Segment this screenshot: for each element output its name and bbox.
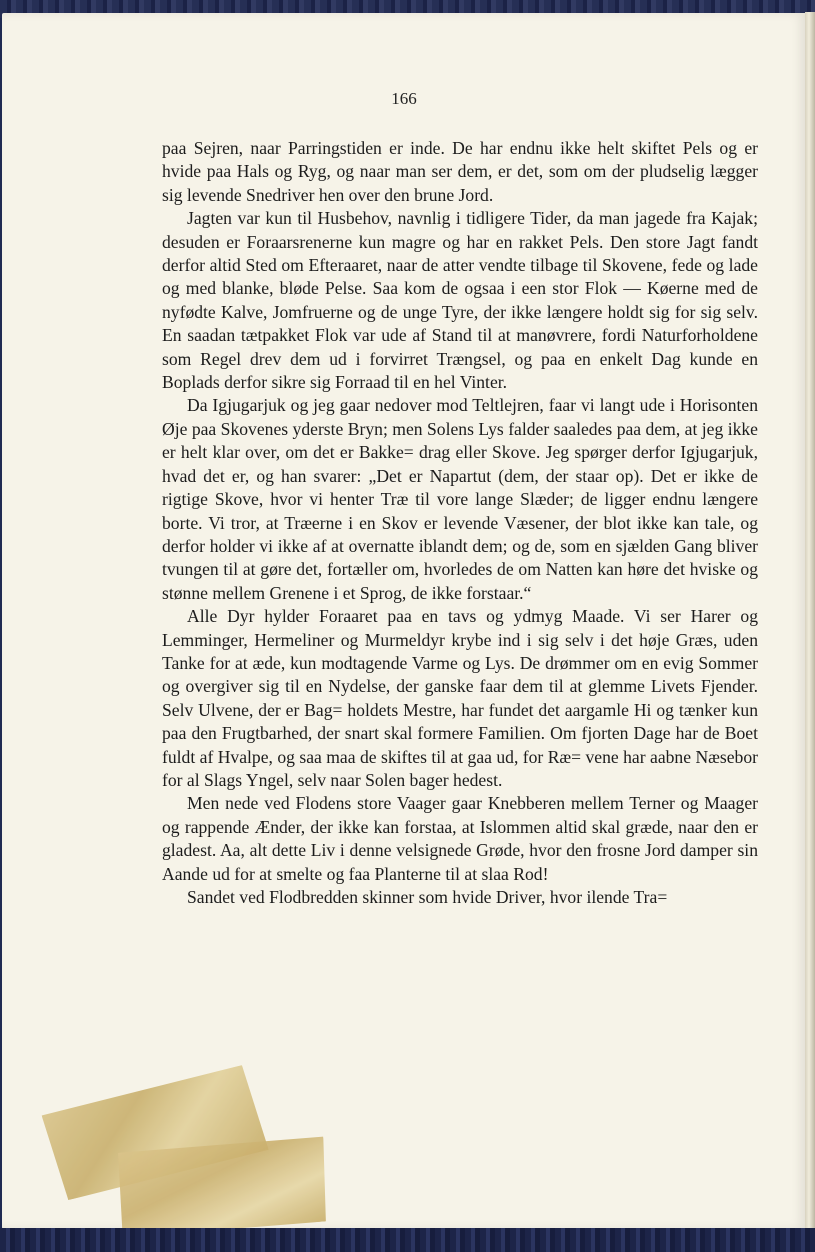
book-spine-bottom: [0, 1228, 815, 1252]
paragraph-sand: Sandet ved Flodbredden skinner som hvide Driver, hvor ilende Tra=: [187, 887, 668, 907]
paragraph-animals: Alle Dyr hylder Foraaret paa en tavs og ydmyg Maade. Vi ser Harer og Lemminger, Hermeliner og Murmeldyr krybe ind i sig selv i det høje Græs, uden Tanke for at æde, kun modtagende Varme og Lys. De drømmer om en evig Sommer og overgiver sig til en Nydelse, der ganske faar dem til at glemme Livets Fjender. Selv Ulvene, der er Bag= holdets Mestre, har fundet det aargamle Hi og tænker kun paa den Frugtbarhed, der snart skal formere Familien. Om fjorten Dage har de Boet fuldt af Hvalpe, og saa maa de skiftes til at gaa ud, for Ræ= vene har aabne Næsebor for al Slags Yngel, selv naar Solen bager hedest.: [162, 606, 758, 790]
body-text: [162, 137, 758, 909]
paragraph-forests: Da Igjugarjuk og jeg gaar nedover mod Teltlejren, faar vi langt ude i Horisonten Øje paa Skovenes yderste Bryn; men Solens Lys falder saaledes paa dem, at jeg ikke er helt klar over, om det er Bakke= drag eller Skove. Jeg spørger derfor Igjugarjuk, hvad det er, og han svarer: „Det er Napartut (dem, der staar op). Det er ikke de rigtige Skove, hvor vi henter Træ til vore lange Slæder; de ligger endnu længere borte. Vi tror, at Træerne i en Skov er levende Væsener, der blot ikke kan tale, og derfor holder vi ikke af at overnatte iblandt dem; og de, som en sjælden Gang bliver tvungen til at gøre det, fortæller om, hvorledes de om Natten kan høre det hviske og stønne mellem Grenene i et Sprog, de ikke forstaar.“: [162, 395, 758, 603]
page-edge: [805, 12, 815, 1232]
book-page: [2, 13, 806, 1229]
paragraph-continuation: paa Sejren, naar Parringstiden er inde. De har endnu ikke helt skiftet Pels og er hvide paa Hals og Ryg, og naar man ser dem, er det, som om der pludselig lægger sig levende Snedriver hen over den brune Jord.: [162, 138, 758, 205]
page-number: 166: [391, 89, 417, 108]
paragraph-hunting: Jagten var kun til Husbehov, navnlig i tidligere Tider, da man jagede fra Kajak; desuden er Foraarsrenerne kun magre og har en rakket Pels. Den store Jagt fandt derfor altid Sted om Efteraaret, naar de atter vendte tilbage til Skovene, fede og lade og med blanke, bløde Pelse. Saa kom de ogsaa i een stor Flok — Køerne med de nyfødte Kalve, Jomfruerne og de unge Tyre, der ikke længere holdt sig for sig selv. En saadan tætpakket Flok var ude af Stand til at manøvrere, fordi Naturforholdene som Regel drev dem ud i forvirret Trængsel, og paa en enkelt Dag kunde en Boplads derfor sikre sig Forraad til en hel Vinter.: [162, 208, 758, 393]
paragraph-river: Men nede ved Flodens store Vaager gaar Knebberen mellem Terner og Maager og rappende Ænder, der ikke kan forstaa, at Islommen altid skal græde, naar den er gladest. Aa, alt dette Liv i denne velsignede Grøde, hvor den frosne Jord damper sin Aande ud for at smelte og faa Planterne til at slaa Rod!: [162, 793, 758, 884]
